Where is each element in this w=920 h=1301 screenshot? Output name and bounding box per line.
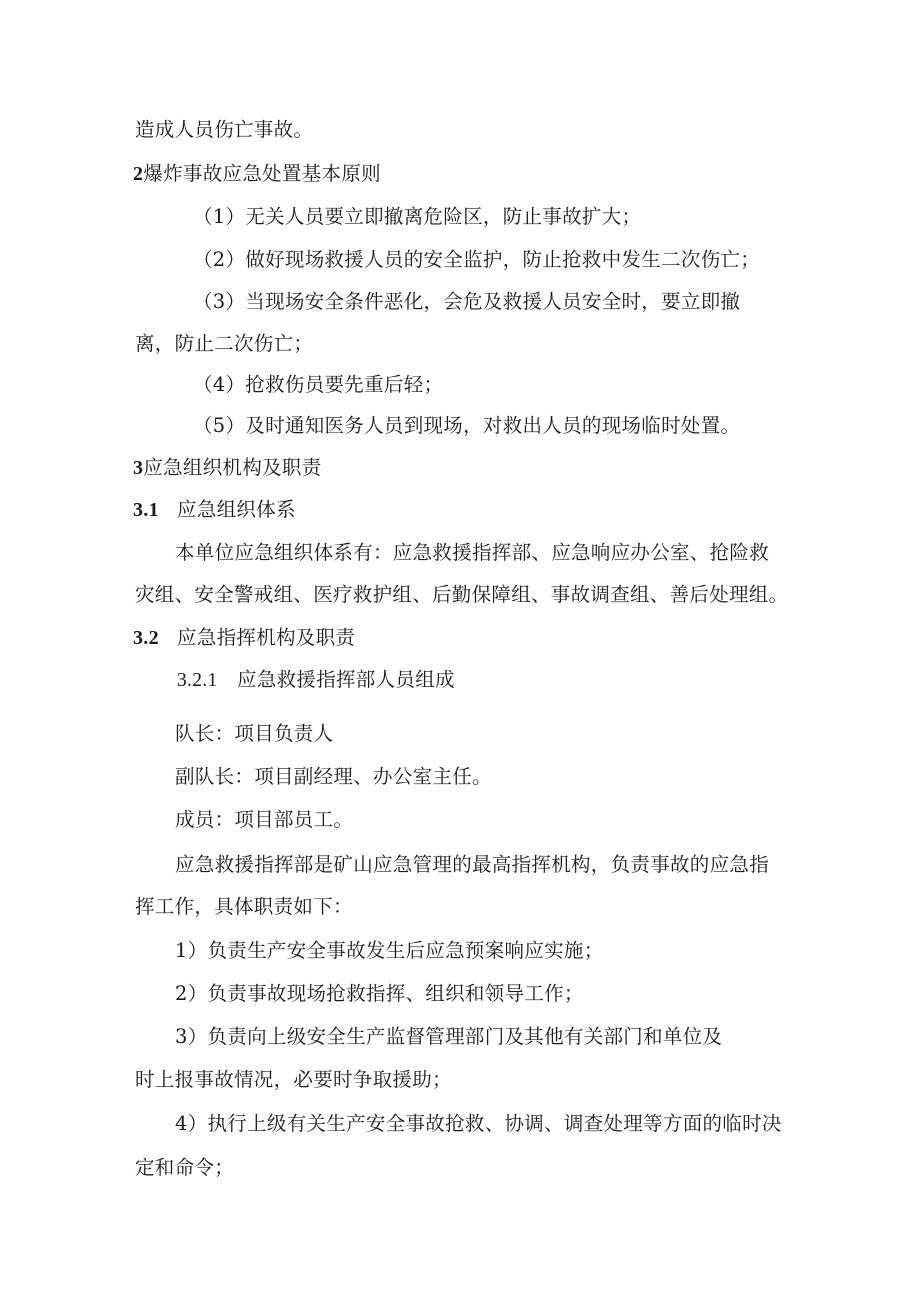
line-text: 定和命令； [135,1156,235,1179]
line-text: 副队长：项目副经理、办公室主任。 [175,765,492,788]
paragraph-line [135,330,313,358]
line-text: 时上报事故情况，必要时争取援助； [135,1068,452,1091]
section-title: 应急组织体系 [177,498,296,521]
section-number: 2 [133,163,144,185]
line-text: 2）负责事故现场抢救指挥、组织和领导工作； [175,982,584,1005]
line-text: 成员：项目部员工。 [175,808,354,831]
list-item-1 [193,203,641,231]
paragraph-line [175,806,353,834]
section-heading-3 [133,454,322,482]
section-title: 应急组织机构及职责 [143,456,322,479]
subsection-title: 应急救援指挥部人员组成 [237,668,455,691]
line-text: 4）执行上级有关生产安全事故抢救、协调、调查处理等方面的临时决 [175,1112,782,1135]
line-text: （3）当现场安全条件恶化，会危及救援人员安全时，要立即撤 [193,290,741,313]
paragraph-line [175,720,333,748]
paragraph-line [175,763,492,791]
line-text: 3）负责向上级安全生产监督管理部门及其他有关部门和单位及 [175,1025,723,1048]
subsection-heading-3-2-1 [177,666,455,695]
line-text: 挥工作，具体职责如下： [135,895,353,918]
line-text: 离，防止二次伤亡； [135,332,314,355]
list-item-duty-2 [175,980,584,1008]
line-text: 本单位应急组织体系有：应急救援指挥部、应急响应办公室、抢险救 [175,541,770,564]
section-title: 爆炸事故应急处置基本原则 [143,162,381,185]
section-number: 3.1 [133,499,159,521]
paragraph-line [175,539,769,567]
line-text: 应急救援指挥部是矿山应急管理的最高指挥机构，负责事故的应急指 [175,853,770,876]
line-text: 造成人员伤亡事故。 [135,118,314,141]
list-item-duty-1 [175,937,604,965]
list-item-duty-4 [175,1110,782,1138]
list-item-5 [193,412,740,440]
section-number: 3 [133,457,144,479]
paragraph-line [175,851,769,879]
section-heading-3-2 [133,624,355,652]
section-heading-3-1 [133,496,296,524]
list-item-4 [193,371,443,399]
paragraph-line [135,893,353,921]
line-text: 队长：项目负责人 [175,722,334,745]
list-item-2 [193,246,760,274]
section-number: 3.2 [133,627,159,649]
paragraph-line [135,116,313,144]
paragraph-line [135,1066,452,1094]
section-title: 应急指挥机构及职责 [177,626,356,649]
line-text: 灾组、安全警戒组、医疗救护组、后勤保障组、事故调查组、善后处理组。 [135,583,789,606]
line-text: 1）负责生产安全事故发生后应急预案响应实施； [175,939,604,962]
list-item-3 [193,288,740,316]
line-text: （5）及时通知医务人员到现场，对救出人员的现场临时处置。 [193,414,741,437]
section-heading-2 [133,160,381,188]
line-text: （2）做好现场救援人员的安全监护，防止抢救中发生二次伤亡； [193,248,761,271]
paragraph-line [135,581,788,609]
line-text: （4）抢救伤员要先重后轻； [193,373,444,396]
list-item-duty-3 [175,1023,722,1051]
line-text: （1）无关人员要立即撤离危险区，防止事故扩大； [193,205,642,228]
paragraph-line [135,1154,234,1182]
subsection-number: 3.2.1 [177,670,218,691]
